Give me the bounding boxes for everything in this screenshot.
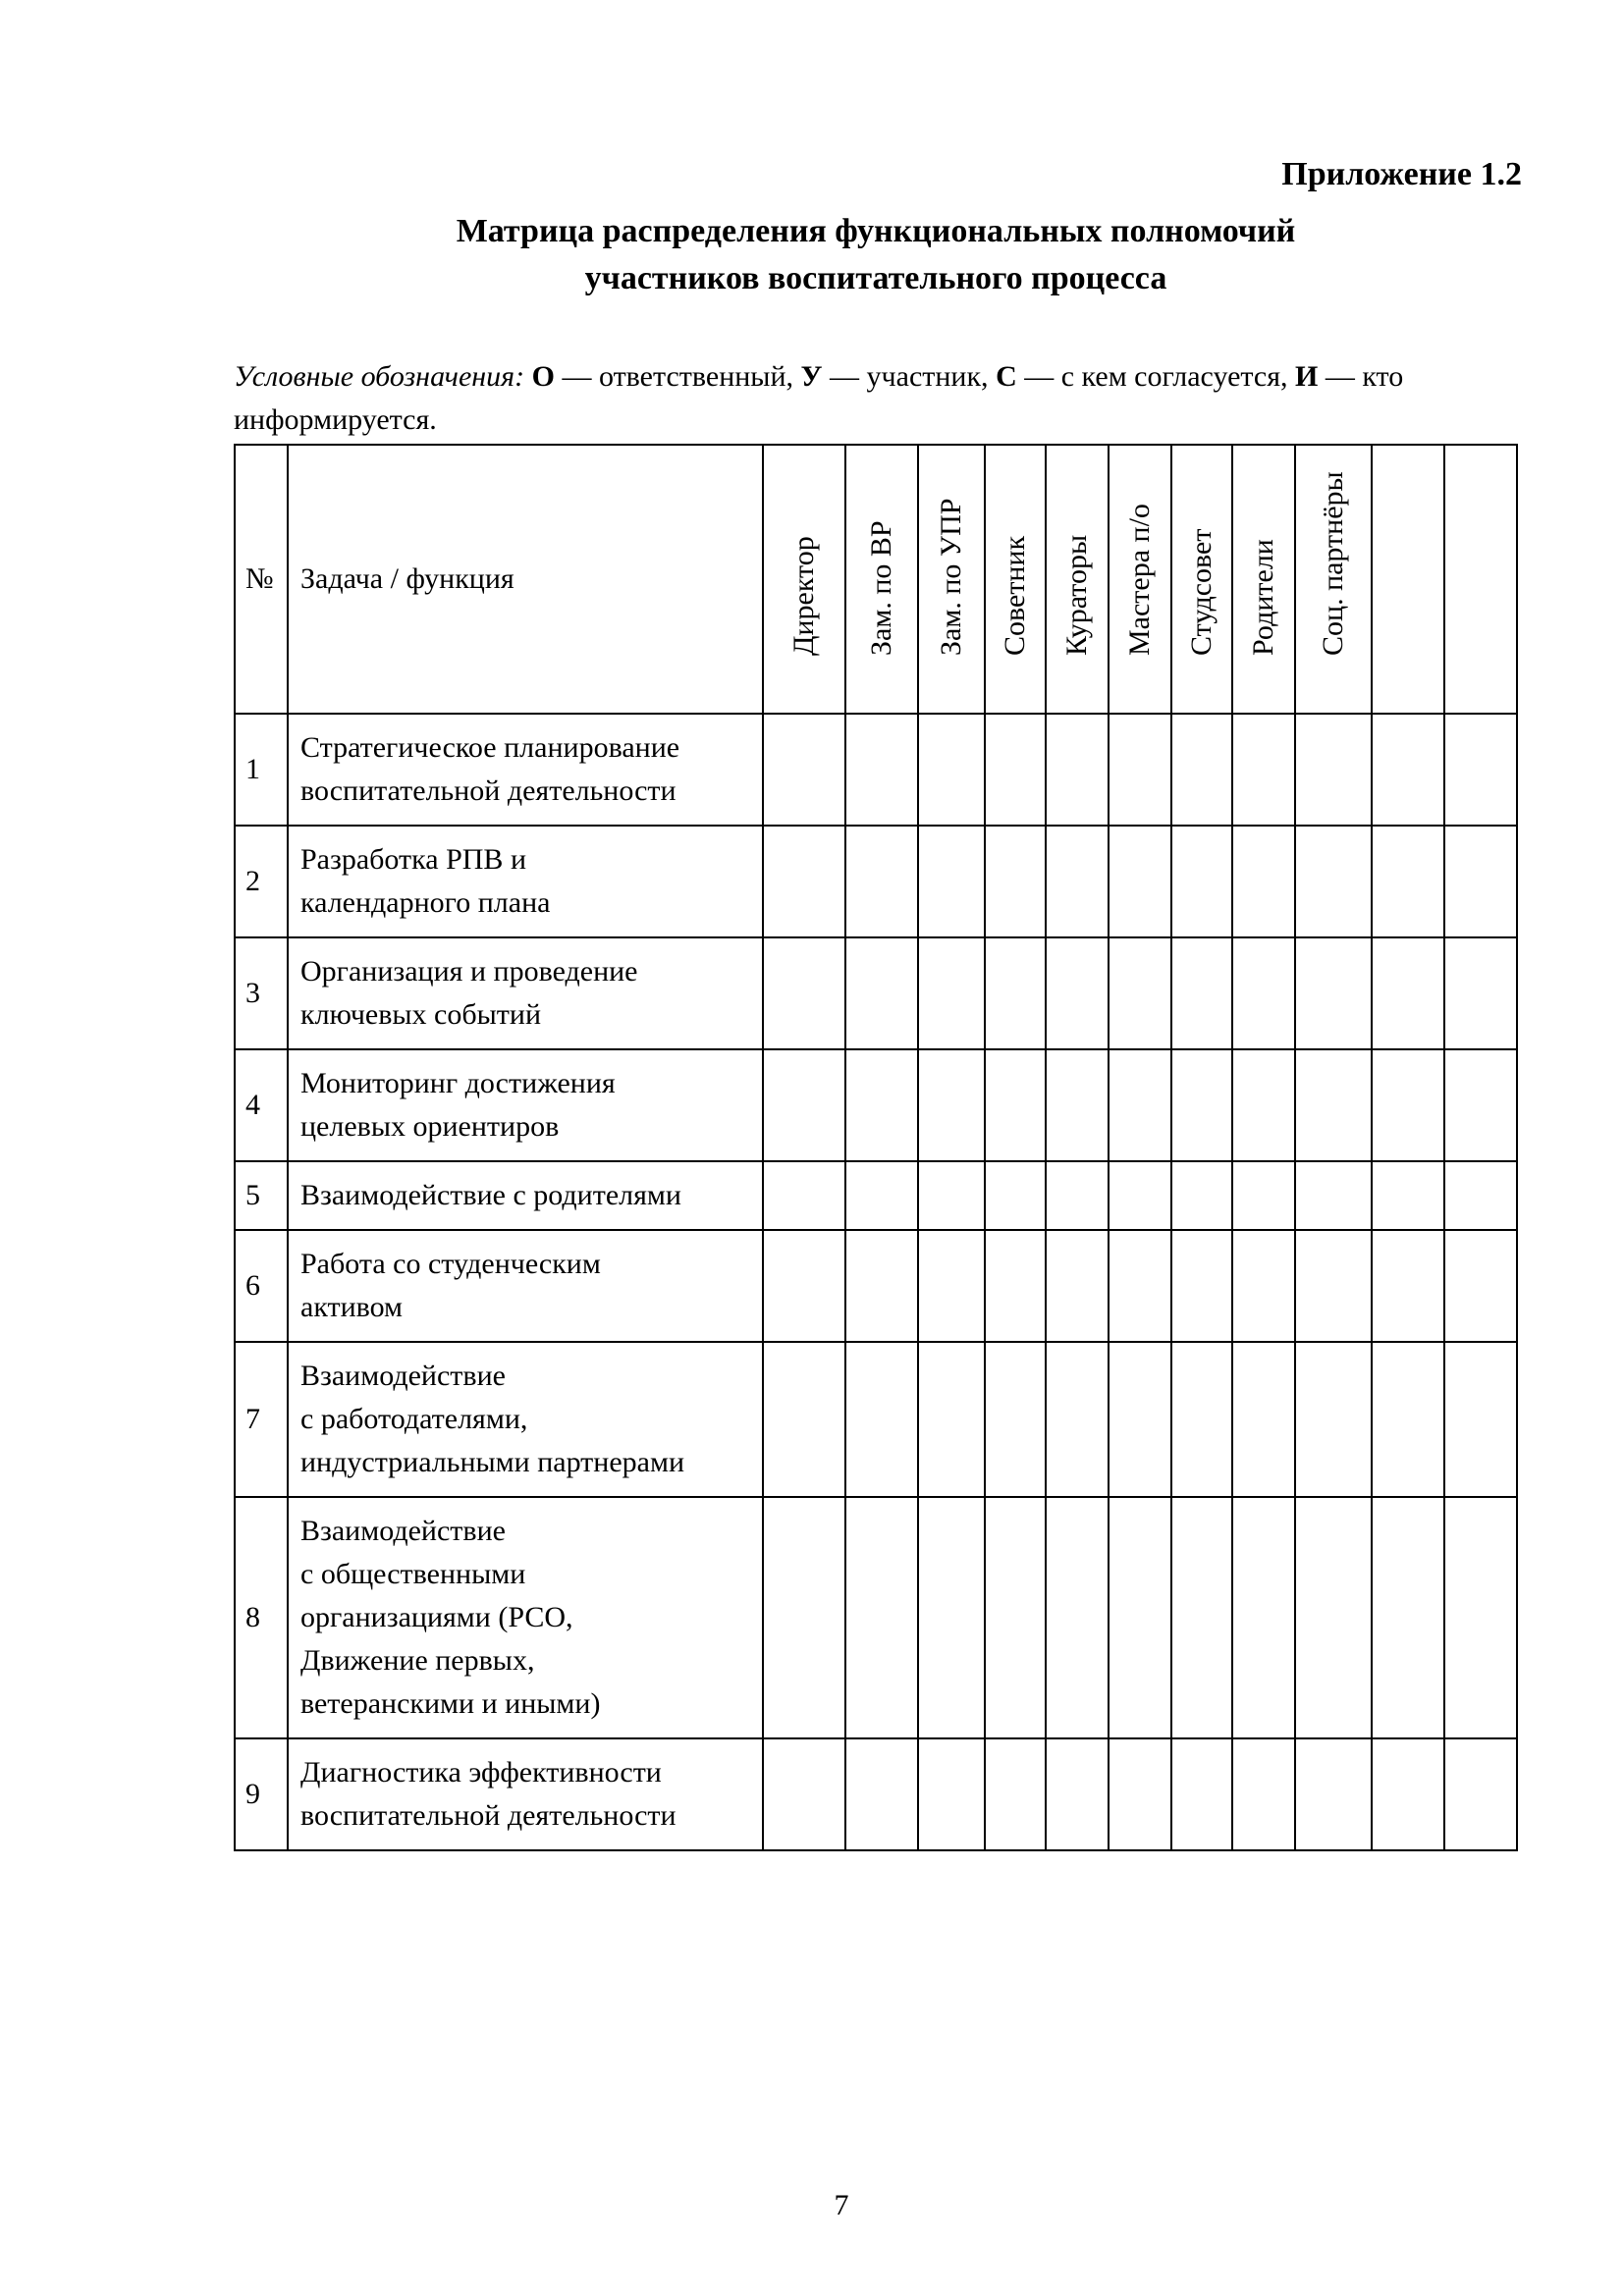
matrix-cell[interactable] bbox=[918, 714, 985, 826]
task-name-line: ключевых событий bbox=[300, 998, 541, 1031]
matrix-cell[interactable] bbox=[1109, 1230, 1171, 1342]
matrix-cell[interactable] bbox=[918, 1049, 985, 1161]
role-label: Студсовет bbox=[1185, 528, 1218, 656]
matrix-cell[interactable] bbox=[1232, 714, 1295, 826]
table-row bbox=[235, 1161, 1517, 1230]
matrix-cell[interactable] bbox=[1372, 826, 1444, 937]
role-label: Директор bbox=[787, 536, 820, 656]
matrix-cell[interactable] bbox=[845, 1049, 918, 1161]
matrix-cell[interactable] bbox=[1171, 1049, 1232, 1161]
document-title bbox=[0, 208, 1624, 302]
title-line-2: участников воспитательного процесса bbox=[584, 260, 1167, 296]
row-number: 6 bbox=[235, 1230, 288, 1342]
matrix-cell[interactable] bbox=[1109, 1049, 1171, 1161]
matrix-cell[interactable] bbox=[1046, 1738, 1109, 1850]
matrix-cell[interactable] bbox=[1046, 1230, 1109, 1342]
matrix-cell[interactable] bbox=[918, 1230, 985, 1342]
legend-text-u: — участник, bbox=[822, 360, 997, 393]
matrix-cell[interactable] bbox=[845, 1738, 918, 1850]
matrix-cell[interactable] bbox=[1444, 1738, 1517, 1850]
matrix-cell[interactable] bbox=[1295, 714, 1372, 826]
appendix-label: Приложение 1.2 bbox=[1281, 156, 1522, 192]
task-name bbox=[288, 1497, 763, 1738]
matrix-cell[interactable] bbox=[1046, 826, 1109, 937]
role-header-deputy-vr bbox=[845, 445, 918, 714]
matrix-cell[interactable] bbox=[763, 1161, 845, 1230]
legend-label: Условные обозначения: bbox=[234, 360, 525, 393]
matrix-cell[interactable] bbox=[845, 1161, 918, 1230]
matrix-cell[interactable] bbox=[1171, 937, 1232, 1049]
matrix-cell[interactable] bbox=[1232, 937, 1295, 1049]
row-number: 2 bbox=[235, 826, 288, 937]
task-name-line: ветеранскими и иными) bbox=[300, 1687, 601, 1720]
table-row bbox=[235, 937, 1517, 1049]
matrix-cell[interactable] bbox=[1109, 1342, 1171, 1497]
matrix-cell[interactable] bbox=[1171, 826, 1232, 937]
matrix-cell[interactable] bbox=[985, 1230, 1046, 1342]
matrix-cell[interactable] bbox=[763, 826, 845, 937]
matrix-cell[interactable] bbox=[1372, 1342, 1444, 1497]
row-number: 3 bbox=[235, 937, 288, 1049]
matrix-cell[interactable] bbox=[763, 1497, 845, 1738]
task-name-line: с работодателями, bbox=[300, 1403, 528, 1435]
role-label: Советник bbox=[999, 535, 1031, 656]
row-number: 9 bbox=[235, 1738, 288, 1850]
matrix-cell[interactable] bbox=[1171, 1230, 1232, 1342]
matrix-cell[interactable] bbox=[1232, 1161, 1295, 1230]
role-header-empty-1 bbox=[1372, 445, 1444, 714]
number-column-header: № bbox=[235, 445, 288, 714]
task-column-header: Задача / функция bbox=[288, 445, 763, 714]
matrix-cell[interactable] bbox=[845, 714, 918, 826]
role-label: Зам. по УПР bbox=[935, 498, 967, 656]
matrix-cell[interactable] bbox=[1295, 1497, 1372, 1738]
table-row bbox=[235, 826, 1517, 937]
task-name bbox=[288, 1738, 763, 1850]
matrix-cell[interactable] bbox=[918, 937, 985, 1049]
matrix-cell[interactable] bbox=[985, 1497, 1046, 1738]
matrix-cell[interactable] bbox=[1295, 826, 1372, 937]
matrix-cell[interactable] bbox=[1295, 1230, 1372, 1342]
legend-key-s: С bbox=[996, 360, 1017, 393]
matrix-cell[interactable] bbox=[1171, 1738, 1232, 1850]
role-label: Мастера п/о bbox=[1123, 504, 1156, 656]
task-name-line: Организация и проведение bbox=[300, 955, 638, 988]
row-number: 4 bbox=[235, 1049, 288, 1161]
matrix-cell[interactable] bbox=[1109, 1497, 1171, 1738]
matrix-cell[interactable] bbox=[845, 1230, 918, 1342]
table-row bbox=[235, 1738, 1517, 1850]
task-name bbox=[288, 826, 763, 937]
matrix-cell[interactable] bbox=[1444, 937, 1517, 1049]
legend-text-s: — с кем согласуется, bbox=[1016, 360, 1295, 393]
task-name-line: с общественными bbox=[300, 1558, 526, 1590]
matrix-body bbox=[235, 714, 1517, 1850]
matrix-cell[interactable] bbox=[985, 714, 1046, 826]
task-name-line: воспитательной деятельности bbox=[300, 1799, 677, 1832]
matrix-cell[interactable] bbox=[1046, 937, 1109, 1049]
matrix-cell[interactable] bbox=[985, 937, 1046, 1049]
matrix-cell[interactable] bbox=[1372, 1738, 1444, 1850]
matrix-cell[interactable] bbox=[1372, 937, 1444, 1049]
role-header-advisor bbox=[985, 445, 1046, 714]
matrix-cell[interactable] bbox=[1109, 1738, 1171, 1850]
matrix-cell[interactable] bbox=[763, 1230, 845, 1342]
matrix-cell[interactable] bbox=[1444, 1497, 1517, 1738]
task-name-line: Разработка РПВ и bbox=[300, 843, 526, 876]
task-name-line: индустриальными партнерами bbox=[300, 1446, 685, 1478]
role-label: Соц. партнёры bbox=[1317, 471, 1349, 656]
title-line-1: Матрица распределения функциональных полномочий bbox=[456, 213, 1296, 249]
row-number: 5 bbox=[235, 1161, 288, 1230]
matrix-cell[interactable] bbox=[1109, 937, 1171, 1049]
matrix-cell[interactable] bbox=[918, 1161, 985, 1230]
matrix-cell[interactable] bbox=[1046, 714, 1109, 826]
row-number: 7 bbox=[235, 1342, 288, 1497]
responsibility-matrix bbox=[234, 444, 1518, 1851]
task-name bbox=[288, 1161, 763, 1230]
table-row bbox=[235, 1497, 1517, 1738]
task-name bbox=[288, 1049, 763, 1161]
matrix-cell[interactable] bbox=[985, 826, 1046, 937]
matrix-cell[interactable] bbox=[763, 937, 845, 1049]
role-label: Зам. по ВР bbox=[865, 520, 897, 656]
task-name bbox=[288, 1230, 763, 1342]
task-name-line: Диагностика эффективности bbox=[300, 1756, 662, 1789]
table-row bbox=[235, 1049, 1517, 1161]
matrix-cell[interactable] bbox=[1444, 826, 1517, 937]
matrix-cell[interactable] bbox=[1295, 1738, 1372, 1850]
matrix-cell[interactable] bbox=[1444, 1049, 1517, 1161]
role-header-student-council bbox=[1171, 445, 1232, 714]
matrix-cell[interactable] bbox=[845, 937, 918, 1049]
matrix-cell[interactable] bbox=[1171, 1497, 1232, 1738]
role-header-parents bbox=[1232, 445, 1295, 714]
matrix-cell[interactable] bbox=[1232, 1342, 1295, 1497]
header-row bbox=[235, 445, 1517, 714]
task-name bbox=[288, 937, 763, 1049]
matrix-cell[interactable] bbox=[845, 1497, 918, 1738]
task-name bbox=[288, 1342, 763, 1497]
task-name bbox=[288, 714, 763, 826]
matrix-cell[interactable] bbox=[1109, 1161, 1171, 1230]
matrix-cell[interactable] bbox=[985, 1161, 1046, 1230]
matrix-cell[interactable] bbox=[1046, 1342, 1109, 1497]
matrix-cell[interactable] bbox=[918, 1342, 985, 1497]
task-name-line: Мониторинг достижения bbox=[300, 1067, 616, 1099]
matrix-cell[interactable] bbox=[1232, 1497, 1295, 1738]
task-name-line: организациями (РСО, bbox=[300, 1601, 573, 1633]
task-name-line: Работа со студенческим bbox=[300, 1248, 601, 1280]
matrix-cell[interactable] bbox=[1171, 1342, 1232, 1497]
task-name-line: целевых ориентиров bbox=[300, 1110, 560, 1143]
row-number: 1 bbox=[235, 714, 288, 826]
role-header-deputy-upr bbox=[918, 445, 985, 714]
matrix-cell[interactable] bbox=[763, 1738, 845, 1850]
task-name-line: Стратегическое планирование bbox=[300, 731, 680, 764]
matrix-cell[interactable] bbox=[1171, 1161, 1232, 1230]
matrix-cell[interactable] bbox=[1232, 1738, 1295, 1850]
legend-text-o: — ответственный, bbox=[554, 360, 801, 393]
task-name-line: Взаимодействие bbox=[300, 1515, 506, 1547]
matrix-cell[interactable] bbox=[763, 1342, 845, 1497]
matrix-cell[interactable] bbox=[1372, 1497, 1444, 1738]
row-number: 8 bbox=[235, 1497, 288, 1738]
matrix-cell[interactable] bbox=[1295, 1161, 1372, 1230]
matrix-cell[interactable] bbox=[1109, 714, 1171, 826]
task-name-line: Взаимодействие bbox=[300, 1360, 506, 1392]
matrix-cell[interactable] bbox=[1372, 1230, 1444, 1342]
legend-key-u: У bbox=[800, 360, 823, 393]
matrix-cell[interactable] bbox=[1444, 1161, 1517, 1230]
matrix-cell[interactable] bbox=[918, 1497, 985, 1738]
role-header-director bbox=[763, 445, 845, 714]
matrix-cell[interactable] bbox=[1295, 937, 1372, 1049]
task-name-line: календарного плана bbox=[300, 886, 551, 919]
matrix-cell[interactable] bbox=[1046, 1161, 1109, 1230]
legend bbox=[234, 355, 1522, 442]
matrix-cell[interactable] bbox=[763, 714, 845, 826]
matrix-cell[interactable] bbox=[1372, 714, 1444, 826]
matrix-cell[interactable] bbox=[1232, 826, 1295, 937]
matrix-cell[interactable] bbox=[1444, 1230, 1517, 1342]
matrix-cell[interactable] bbox=[845, 826, 918, 937]
matrix-cell[interactable] bbox=[1295, 1049, 1372, 1161]
matrix-cell[interactable] bbox=[918, 1738, 985, 1850]
role-header-masters bbox=[1109, 445, 1171, 714]
matrix-cell[interactable] bbox=[918, 826, 985, 937]
task-name-line: Движение первых, bbox=[300, 1644, 535, 1677]
page-number: 7 bbox=[834, 2189, 849, 2221]
table-row bbox=[235, 1342, 1517, 1497]
matrix-cell[interactable] bbox=[1444, 714, 1517, 826]
matrix-cell[interactable] bbox=[763, 1049, 845, 1161]
matrix-cell[interactable] bbox=[985, 1049, 1046, 1161]
legend-text-i: — кто информируется. bbox=[234, 360, 1404, 436]
task-name-line: Взаимодействие с родителями bbox=[300, 1179, 681, 1211]
matrix-cell[interactable] bbox=[1295, 1342, 1372, 1497]
task-name-line: активом bbox=[300, 1291, 404, 1323]
matrix-cell[interactable] bbox=[1171, 714, 1232, 826]
matrix-cell[interactable] bbox=[845, 1342, 918, 1497]
role-header-empty-2 bbox=[1444, 445, 1517, 714]
legend-key-o: О bbox=[531, 360, 555, 393]
matrix-cell[interactable] bbox=[1109, 826, 1171, 937]
table-row bbox=[235, 1230, 1517, 1342]
matrix-cell[interactable] bbox=[1232, 1049, 1295, 1161]
matrix-cell[interactable] bbox=[985, 1738, 1046, 1850]
matrix-cell[interactable] bbox=[1444, 1342, 1517, 1497]
legend-key-i: И bbox=[1295, 360, 1319, 393]
matrix-cell[interactable] bbox=[1372, 1161, 1444, 1230]
role-header-social-partners bbox=[1295, 445, 1372, 714]
matrix-cell[interactable] bbox=[985, 1342, 1046, 1497]
role-label: Родители bbox=[1247, 539, 1279, 656]
role-label: Кураторы bbox=[1060, 534, 1093, 656]
matrix-cell[interactable] bbox=[1046, 1049, 1109, 1161]
table-row bbox=[235, 714, 1517, 826]
role-header-curators bbox=[1046, 445, 1109, 714]
task-name-line: воспитательной деятельности bbox=[300, 774, 677, 807]
matrix-cell[interactable] bbox=[1232, 1230, 1295, 1342]
matrix-cell[interactable] bbox=[1372, 1049, 1444, 1161]
matrix-cell[interactable] bbox=[1046, 1497, 1109, 1738]
